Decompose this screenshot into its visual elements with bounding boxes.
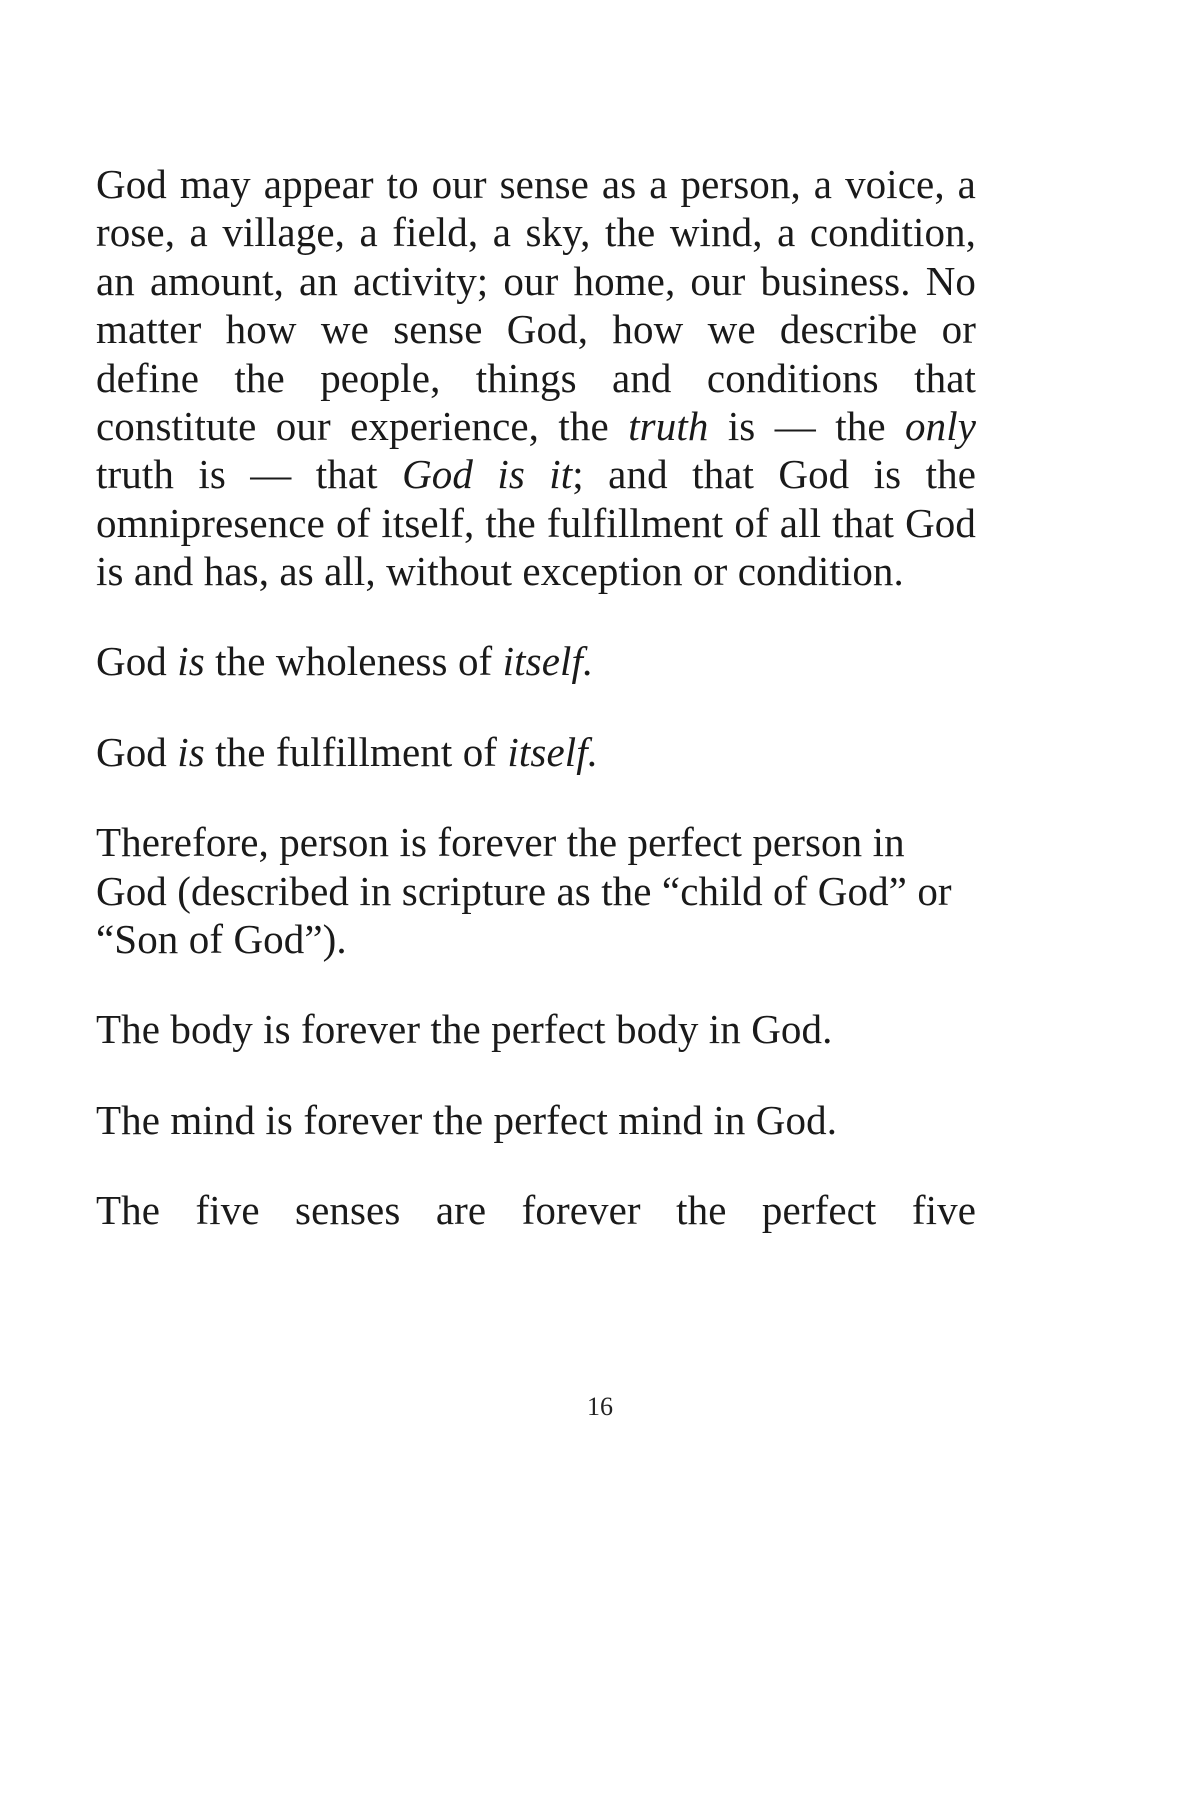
paragraph-6 bbox=[96, 1096, 976, 1144]
paragraph-1 bbox=[96, 160, 976, 595]
paragraph-5 bbox=[96, 1005, 976, 1053]
emphasis-god-is-it: God is it bbox=[402, 451, 573, 498]
text-run: the wholeness of bbox=[204, 638, 503, 685]
emphasis-is: is bbox=[177, 728, 205, 775]
text-run: is — the bbox=[708, 402, 906, 449]
emphasis-only: only bbox=[905, 402, 977, 449]
emphasis-is: is bbox=[177, 638, 205, 685]
paragraph-4 bbox=[96, 818, 976, 963]
page-number: 16 bbox=[587, 1392, 613, 1421]
text-run: truth is — that bbox=[96, 451, 403, 498]
body-text-column bbox=[96, 160, 976, 1234]
text-run: God bbox=[96, 728, 178, 775]
emphasis-itself: itself. bbox=[507, 728, 599, 775]
paragraph-7 bbox=[96, 1186, 976, 1234]
text-run: The five senses are forever the perfect five bbox=[96, 1187, 976, 1233]
text-run: God bbox=[96, 638, 178, 685]
paragraph-2 bbox=[96, 637, 976, 685]
text-run: ; and that God is the omnipresence of itself, the fulfillment of all that God is and has, as all, without exception or condition. bbox=[96, 451, 976, 594]
paragraph-3 bbox=[96, 728, 976, 776]
text-run: Therefore, person is forever the perfect person in God (described in scripture as the “child of God” or “Son of God”). bbox=[96, 819, 952, 962]
text-run: the fulfillment of bbox=[204, 728, 508, 775]
text-run: The body is forever the perfect body in God. bbox=[96, 1006, 833, 1053]
emphasis-truth: truth bbox=[628, 402, 709, 449]
emphasis-itself: itself. bbox=[502, 638, 594, 685]
text-run: God may appear to our sense as a person, a voice, a rose, a village, a field, a sky, the wind, a condition, an amount, an activity; our home, our business. No matter how we sense God, how we describe or define the people, things and conditions that constitute our experience, the bbox=[96, 161, 976, 449]
text-run: The mind is forever the perfect mind in God. bbox=[96, 1096, 838, 1143]
